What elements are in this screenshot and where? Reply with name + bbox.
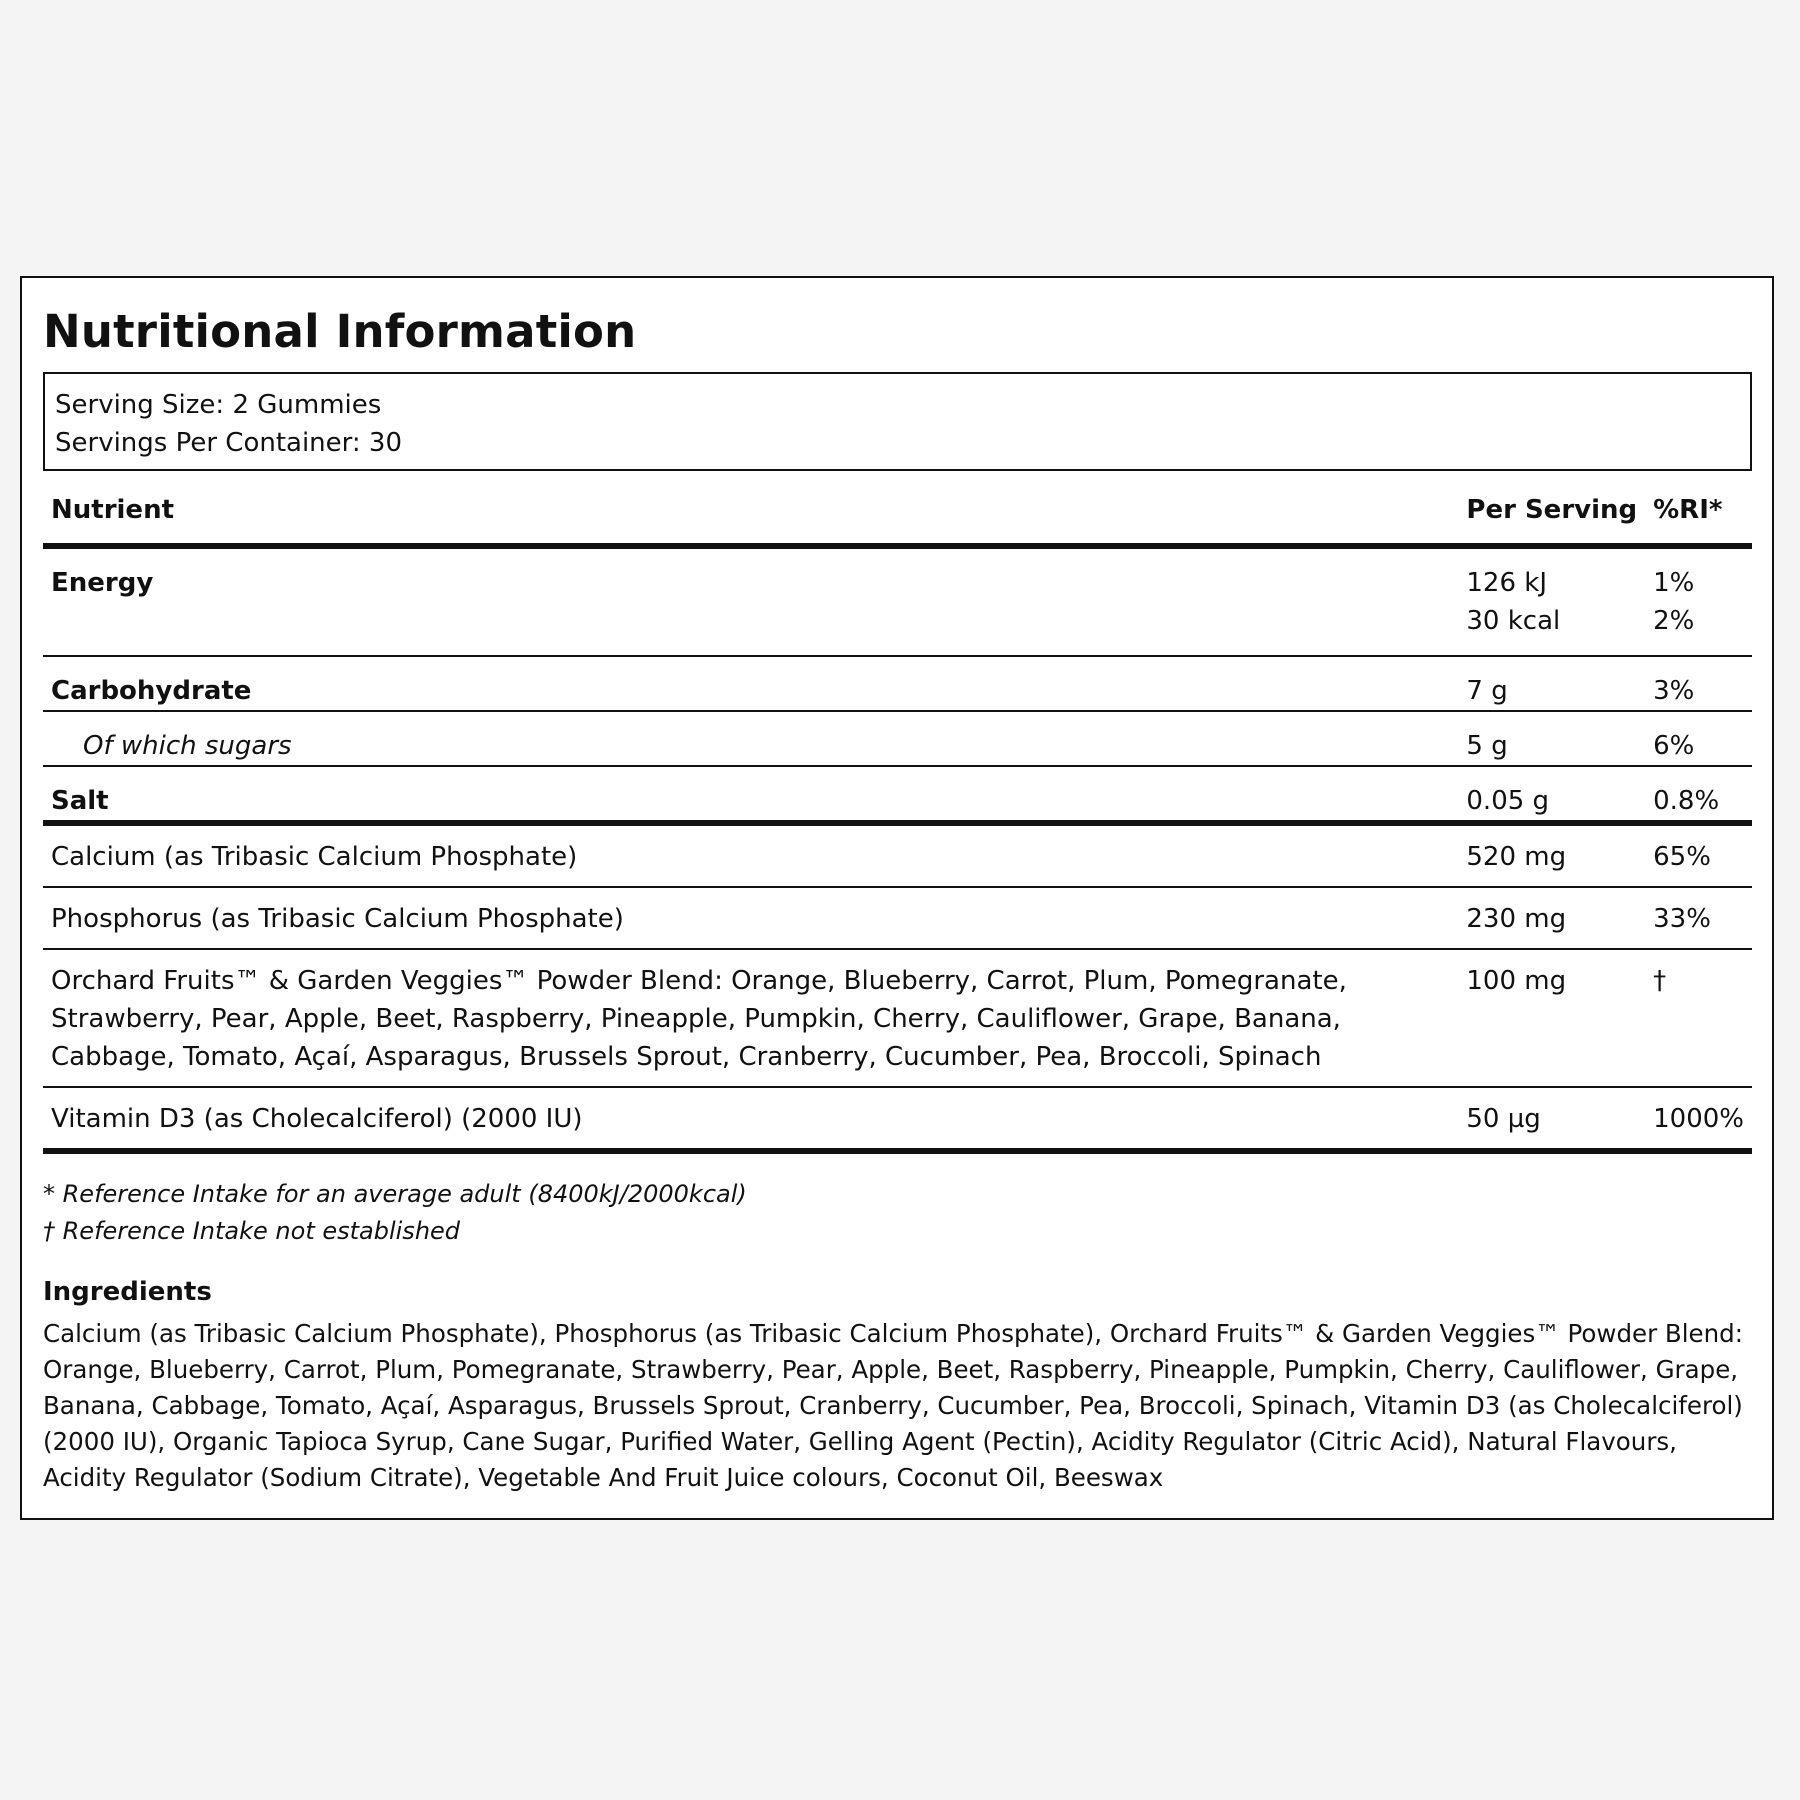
salt-value: 0.05 g xyxy=(1458,766,1645,823)
vitamin-d3-label: Vitamin D3 (as Cholecalciferol) (2000 IU) xyxy=(43,1087,1458,1151)
footnote-ri: * Reference Intake for an average adult (8400kJ/2000kcal) xyxy=(43,1180,747,1208)
table-row-phosphorus xyxy=(43,887,1752,949)
energy-kj-ri: 1% xyxy=(1653,568,1695,598)
calcium-ri: 65% xyxy=(1645,823,1752,887)
table-row-salt xyxy=(43,766,1752,823)
table-header-row xyxy=(43,485,1752,546)
serving-info-box xyxy=(43,372,1752,471)
carbohydrate-ri: 3% xyxy=(1645,656,1752,711)
vitamin-d3-ri: 1000% xyxy=(1645,1087,1752,1151)
carbohydrate-label: Carbohydrate xyxy=(43,656,1458,711)
energy-label: Energy xyxy=(51,568,154,598)
nutrition-table xyxy=(43,485,1752,1154)
phosphorus-value: 230 mg xyxy=(1458,887,1645,949)
carbohydrate-value: 7 g xyxy=(1458,656,1645,711)
table-row-sugars xyxy=(43,711,1752,766)
header-ri: %RI* xyxy=(1645,485,1752,546)
energy-kcal-spacer xyxy=(43,602,1458,656)
powder-blend-label: Orchard Fruits™ & Garden Veggies™ Powder Blend: Orange, Blueberry, Carrot, Plum, Pomegranate, Strawberry, Pear, Apple, Beet, Raspberry, Pineapple, Pumpkin, Cherry, Cauliflower, Grape, Banana, Cabbage, Tomato, Açaí, Asparagus, Brussels Sprout, Cranberry, Cucumber, Pea, Broccoli, Spinach xyxy=(43,949,1458,1087)
footnotes xyxy=(43,1176,1752,1250)
sugars-ri: 6% xyxy=(1645,711,1752,766)
table-row-powder-blend xyxy=(43,949,1752,1087)
serving-size: Serving Size: 2 Gummies xyxy=(55,390,382,420)
salt-label: Salt xyxy=(43,766,1458,823)
table-row-calcium xyxy=(43,823,1752,887)
vitamin-d3-value: 50 µg xyxy=(1458,1087,1645,1151)
phosphorus-label: Phosphorus (as Tribasic Calcium Phosphate) xyxy=(43,887,1458,949)
energy-kcal-value: 30 kcal xyxy=(1458,602,1645,656)
ingredients-text: Calcium (as Tribasic Calcium Phosphate), Phosphorus (as Tribasic Calcium Phosphate), Orchard Fruits™ & Garden Veggies™ Powder Blend: Orange, Blueberry, Carrot, Plum, Pomegranate, Strawberry, Pear, Apple, Beet, Raspberry, Pineapple, Pumpkin, Cherry, Cauliflower, Grape, Banana, Cabbage, Tomato, Açaí, Asparagus, Brussels Sprout, Cranberry, Cucumber, Pea, Broccoli, Spinach, Vitamin D3 (as Cholecalciferol) (2000 IU), Organic Tapioca Syrup, Cane Sugar, Purified Water, Gelling Agent (Pectin), Acidity Regulator (Citric Acid), Natural Flavours, Acidity Regulator (Sodium Citrate), Vegetable And Fruit Juice colours, Coconut Oil, Beeswax xyxy=(43,1319,1743,1492)
sugars-label: Of which sugars xyxy=(43,711,1458,766)
powder-blend-value: 100 mg xyxy=(1458,949,1645,1087)
nutrition-panel xyxy=(20,276,1774,1520)
calcium-label: Calcium (as Tribasic Calcium Phosphate) xyxy=(43,823,1458,887)
calcium-value: 520 mg xyxy=(1458,823,1645,887)
ingredients-heading: Ingredients xyxy=(43,1277,212,1307)
table-row-energy-kcal xyxy=(43,602,1752,656)
page-title: Nutritional Information xyxy=(43,305,637,358)
footnote-not-established: † Reference Intake not established xyxy=(43,1217,461,1245)
table-row-carbohydrate xyxy=(43,656,1752,711)
salt-ri: 0.8% xyxy=(1645,766,1752,823)
header-per-serving: Per Serving xyxy=(1458,485,1645,546)
table-row-energy-kj xyxy=(43,546,1752,602)
powder-blend-ri: † xyxy=(1645,949,1752,1087)
phosphorus-ri: 33% xyxy=(1645,887,1752,949)
header-nutrient: Nutrient xyxy=(43,485,1458,546)
table-row-vitamin-d3 xyxy=(43,1087,1752,1151)
servings-per-container: Servings Per Container: 30 xyxy=(55,428,403,458)
energy-kj-value: 126 kJ xyxy=(1466,568,1548,598)
sugars-value: 5 g xyxy=(1458,711,1645,766)
energy-kcal-ri: 2% xyxy=(1645,602,1752,656)
